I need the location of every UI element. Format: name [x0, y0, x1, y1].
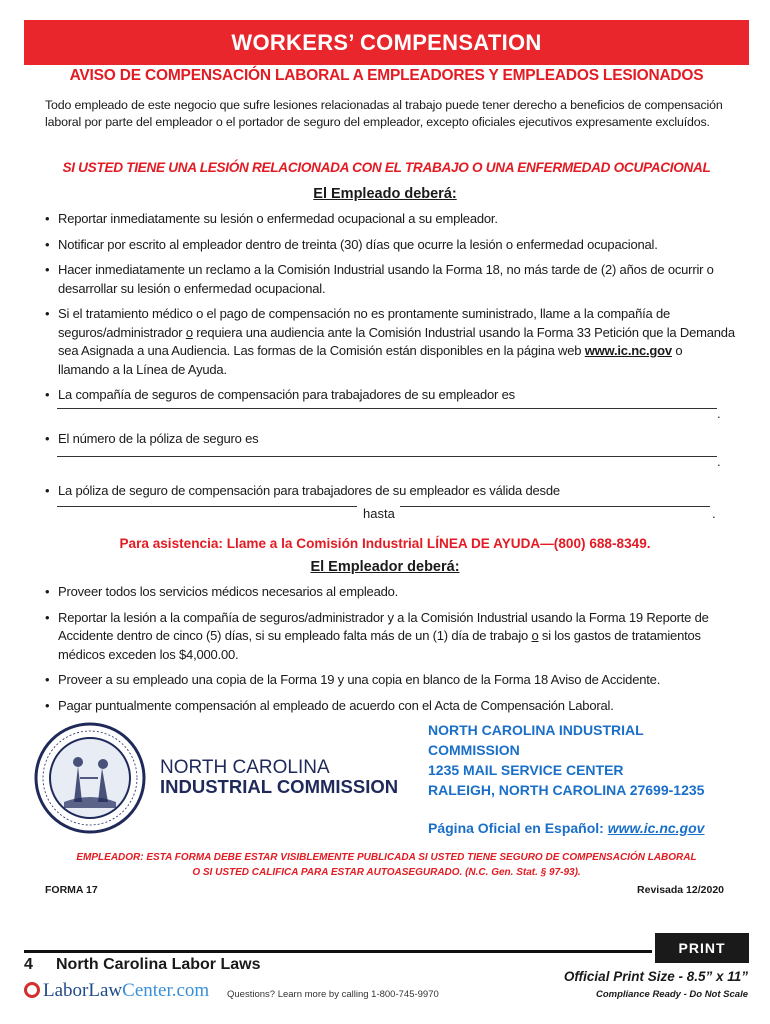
policy-list [45, 430, 735, 456]
item-text-o: o [185, 324, 193, 340]
item-text: Si el tratamiento médico o el pago de compensación no es prontamente suministrado, llame a la compañía de seguros/administrador [58, 306, 671, 340]
web-label: Página Oficial en Español: [428, 820, 608, 836]
employee-heading: El Empleado deberá: [313, 186, 457, 202]
form-number: FORMA 17 [45, 884, 98, 896]
logo-line1: NORTH CAROLINA [160, 757, 330, 778]
address-line: NORTH CAROLINA INDUSTRIAL [428, 722, 644, 738]
posting-notice [24, 850, 749, 880]
item-text: requiera una audiencia ante la Comisión Industrial usando la Forma 33 Petición que la Demanda sea Asignada a una Audiencia. Las formas de la Comisión están disponibles en la página web [58, 324, 735, 358]
list-item: • La póliza de seguro de compensación para trabajadores de su empleador es válida desde [45, 482, 735, 501]
list-item: • Proveer todos los servicios médicos necesarios al empleado. [45, 583, 735, 602]
print-button[interactable]: PRINT [655, 933, 749, 963]
list-item: • Hacer inmediatamente un reclamo a la Comisión Industrial usando la Forma 18, no más tarde de (2) años de ocurrir o desarrollar su lesión o enfermedad ocupacional. [45, 261, 735, 298]
spanish-website-link[interactable]: www.ic.nc.gov [607, 820, 705, 836]
list-item: • Proveer a su empleado una copia de la Forma 19 y una copia en blanco de la Forma 18 Aviso de Accidente. [45, 671, 735, 690]
spanish-website [428, 820, 704, 836]
item-text: si los gastos de tratamientos médicos exceden los $4,000.00. [58, 628, 701, 662]
notice-line: O SI USTED CALIFICA PARA ESTAR AUTOASEGURADO. (N.C. Gen. Stat. § 97-93). [192, 867, 581, 878]
commission-address [428, 720, 704, 800]
nc-industrial-commission-logo [160, 758, 398, 796]
helpline-text: Para asistencia: Llame a la Comisión Industrial LÍNEA DE AYUDA—(800) 688-8349. [119, 536, 651, 551]
compliance-note: Compliance Ready - Do Not Scale [595, 989, 748, 1000]
questions-text: Questions? Learn more by calling 1-800-745-9970 [227, 989, 439, 1000]
address-line: RALEIGH, NORTH CAROLINA 27699-1235 [428, 782, 705, 798]
line-period: . [717, 454, 721, 469]
list-item [45, 609, 735, 665]
employer-heading: El Empleador deberá: [310, 559, 460, 575]
map-pin-icon [24, 982, 40, 998]
address-line: 1235 MAIL SERVICE CENTER [428, 762, 624, 778]
logo-line2: INDUSTRIAL COMMISSION [160, 776, 399, 797]
item-text: o llamando a la Línea de Ayuda. [58, 343, 683, 377]
address-line: COMMISSION [428, 742, 520, 758]
laborlawcenter-logo [24, 980, 209, 1002]
official-print-size: Official Print Size - 8.5” x 11” [563, 969, 748, 984]
line-period: . [712, 506, 716, 521]
brand-part1: LaborLaw [43, 980, 123, 1001]
brand-part2: Center.com [122, 980, 210, 1001]
list-item: • El número de la póliza de seguro es [45, 430, 735, 449]
policy-number-field[interactable] [57, 456, 717, 457]
item-text-o: o [531, 628, 539, 643]
employee-list [45, 210, 735, 412]
state-seal-icon [34, 722, 146, 834]
insurer-name-field[interactable] [57, 408, 717, 409]
injury-heading: SI USTED TIENE UNA LESIÓN RELACIONADA CON EL TRABAJO O UNA ENFERMEDAD OCUPACIONAL [62, 160, 711, 175]
notice-line: EMPLEADOR: ESTA FORMA DEBE ESTAR VISIBLEMENTE PUBLICADA SI USTED TIENE SEGURO DE COMPENSACIÓN LABORAL [76, 852, 697, 863]
list-item: • La compañía de seguros de compensación para trabajadores de su empleador es [45, 386, 735, 405]
hasta-label: hasta [363, 506, 395, 521]
list-item: • Reportar inmediatamente su lesión o enfermedad ocupacional a su empleador. [45, 210, 735, 229]
website-link[interactable]: www.ic.nc.gov [584, 343, 672, 358]
footer-divider [24, 950, 652, 953]
list-item: • Notificar por escrito al empleador dentro de treinta (30) días que ocurre la lesión o enfermedad ocupacional. [45, 236, 735, 255]
page-number: 4 [24, 956, 33, 973]
line-period: . [717, 406, 721, 421]
title-banner: WORKERS’ COMPENSATION [24, 20, 749, 65]
valid-to-field[interactable] [400, 506, 710, 507]
list-item [45, 305, 735, 379]
valid-from-field[interactable] [57, 506, 357, 507]
validity-list [45, 482, 735, 508]
employer-list [45, 583, 735, 722]
revision-date: Revisada 12/2020 [637, 884, 724, 896]
item-text: Reportar la lesión a la compañía de seguros/administrador y a la Comisión Industrial usando la Forma 19 Reporte de Accidente dentro de cinco (5) días, si su empleado falta más de un (1) día de trabajo [58, 609, 709, 643]
subtitle: AVISO DE COMPENSACIÓN LABORAL A EMPLEADORES Y EMPLEADOS LESIONADOS [69, 67, 704, 84]
intro-paragraph: Todo empleado de este negocio que sufre lesiones relacionadas al trabajo puede tener derecho a beneficios de compensación laboral por parte del empleador o el portador de seguro del empleador, excepto oficiales ejecutivos expresamente excluídos. [45, 98, 723, 129]
footer-title: North Carolina Labor Laws [56, 956, 261, 973]
list-item: • Pagar puntualmente compensación al empleado de acuerdo con el Acta de Compensación Laboral. [45, 697, 735, 716]
